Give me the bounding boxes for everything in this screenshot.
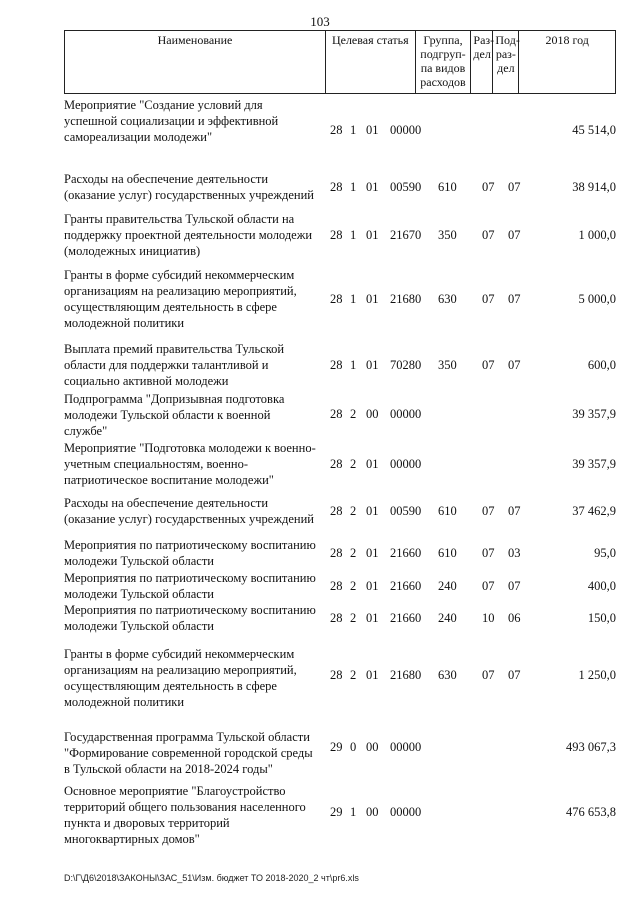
code-direction: 70280 [390,358,422,372]
row-name-line: молодежи Тульской области к военной [64,408,271,422]
row-name-line: (оказание услуг) государственных учреждений [64,188,314,202]
sum-value: 1 250,0 [578,668,616,682]
row-name-line: Подпрограмма "Допризывная подготовка [64,392,285,406]
podrazdel-value: 07 [508,228,521,242]
row-values [64,357,616,373]
sum-value: 150,0 [587,611,616,625]
header-podrazdel-line: раз- [495,47,516,61]
group-value: 240 [438,579,457,593]
code-program: 28 [330,611,343,625]
code-program: 28 [330,457,343,471]
row-name-line: Расходы на обеспечение деятельности [64,172,269,186]
header-razdel-line: дел [473,47,491,61]
row-name-line: Гранты в форме субсидий некоммерческим [64,647,295,661]
code-direction: 00590 [390,180,422,194]
row-values [64,578,616,594]
header-group-line: подгруп- [420,47,466,61]
row-name-line: организациям на реализацию мероприятий, [64,663,297,677]
sum-value: 493 067,3 [566,740,616,754]
razdel-value: 07 [482,292,495,306]
code-direction: 21660 [390,546,422,560]
code-subprogram: 2 [350,407,357,421]
code-subprogram: 2 [350,579,357,593]
code-subprogram: 1 [350,292,357,306]
code-program: 29 [330,805,343,819]
code-subprogram: 1 [350,180,357,194]
code-direction: 00000 [390,457,422,471]
header-group-line: па видов [420,61,466,75]
row-name-line: Мероприятие "Подготовка молодежи к военно- [64,441,316,455]
razdel-value: 07 [482,579,495,593]
header-group-line: расходов [420,75,466,89]
code-program: 28 [330,668,343,682]
podrazdel-value: 07 [508,504,521,518]
code-subprogram: 2 [350,611,357,625]
header-razdel [471,31,493,93]
row-name-line: осуществляющим деятельность в сфере [64,679,277,693]
podrazdel-value: 07 [508,668,521,682]
table-header-block [64,30,616,94]
code-event: 01 [366,611,379,625]
row-values [64,545,616,561]
code-event: 01 [366,123,379,137]
group-value: 350 [438,358,457,372]
row-name-line: Государственная программа Тульской области [64,730,310,744]
sum-value: 38 914,0 [572,180,616,194]
sum-value: 45 514,0 [572,123,616,137]
code-event: 01 [366,579,379,593]
podrazdel-value: 07 [508,180,521,194]
row-values [64,739,616,755]
code-program: 28 [330,407,343,421]
code-program: 28 [330,358,343,372]
group-value: 610 [438,504,457,518]
code-event: 01 [366,228,379,242]
code-subprogram: 1 [350,228,357,242]
row-name-line: самореализации молодежи" [64,130,213,144]
row-name-line: осуществляющим деятельность в сфере [64,300,277,314]
row-name-line: Мероприятие "Создание условий для [64,98,263,112]
group-value: 610 [438,546,457,560]
group-value: 350 [438,228,457,242]
row-name-line: поддержку проектной деятельности молодежи [64,228,313,242]
page-number: 103 [310,14,330,29]
row-name-line: успешной социализации и эффективной [64,114,279,128]
code-program: 29 [330,740,343,754]
row-name-line: Мероприятия по патриотическому воспитанию [64,603,316,617]
code-program: 28 [330,546,343,560]
group-value: 630 [438,668,457,682]
row-name-line: службе" [64,424,108,438]
row-name-line: социально активной молодежи [64,374,229,388]
sum-value: 5 000,0 [578,292,616,306]
code-program: 28 [330,504,343,518]
row-name-line: Мероприятия по патриотическому воспитанию [64,571,316,585]
razdel-value: 07 [482,358,495,372]
code-direction: 21660 [390,579,422,593]
header-code: Целевая статья [326,31,416,93]
sum-value: 600,0 [587,358,616,372]
row-name-line: молодежи Тульской области [64,554,214,568]
row-name-line: "Формирование современной городской среды [64,746,313,760]
code-subprogram: 2 [350,504,357,518]
sum-value: 37 462,9 [572,504,616,518]
row-name-line: молодежи Тульской области [64,619,214,633]
row-name-line: организациям на реализацию мероприятий, [64,284,297,298]
code-direction: 00590 [390,504,422,518]
code-program: 28 [330,180,343,194]
code-direction: 00000 [390,123,422,137]
code-event: 01 [366,358,379,372]
row-name-line: учетным специальностям, военно- [64,457,248,471]
razdel-value: 07 [482,668,495,682]
razdel-value: 07 [482,228,495,242]
row-name-line: (оказание услуг) государственных учреждений [64,512,314,526]
code-event: 00 [366,407,379,421]
row-name-line: Гранты правительства Тульской области на [64,212,295,226]
row-name-line: многоквартирных домов" [64,832,200,846]
row-values [64,406,616,422]
header-group [416,31,472,93]
row-values [64,667,616,683]
row-name-line: Мероприятия по патриотическому воспитанию [64,538,316,552]
code-event: 01 [366,292,379,306]
row-name-line: области для поддержки талантливой и [64,358,269,372]
row-name-line: Выплата премий правительства Тульской [64,342,285,356]
code-event: 01 [366,668,379,682]
code-direction: 21660 [390,611,422,625]
code-event: 01 [366,504,379,518]
group-value: 610 [438,180,457,194]
row-name-line: пункта и дворовых территорий [64,816,230,830]
header-podrazdel-line: Под- [495,33,520,47]
group-value: 630 [438,292,457,306]
header-podrazdel [493,31,519,93]
sum-value: 1 000,0 [578,228,616,242]
code-event: 01 [366,180,379,194]
code-subprogram: 1 [350,358,357,372]
code-direction: 00000 [390,805,422,819]
row-values [64,610,616,626]
code-subprogram: 0 [350,740,357,754]
code-subprogram: 1 [350,123,357,137]
row-name-line: патриотическое воспитание молодежи" [64,473,274,487]
row-name-line: молодежной политики [64,695,185,709]
group-value: 240 [438,611,457,625]
row-values [64,456,616,472]
header-podrazdel-line: дел [497,61,515,75]
code-program: 28 [330,228,343,242]
code-subprogram: 2 [350,546,357,560]
row-name-line: территорий общего пользования населенного [64,800,306,814]
razdel-value: 10 [482,611,495,625]
razdel-value: 07 [482,546,495,560]
row-name-line: (молодежных инициатив) [64,244,201,258]
sum-value: 400,0 [587,579,616,593]
code-program: 28 [330,292,343,306]
header-name: Наименование [65,31,326,93]
code-program: 28 [330,579,343,593]
podrazdel-value: 07 [508,358,521,372]
sum-value: 39 357,9 [572,457,616,471]
row-values [64,122,616,138]
code-event: 00 [366,740,379,754]
podrazdel-value: 03 [508,546,521,560]
row-name-line: Основное мероприятие "Благоустройство [64,784,286,798]
header-year: 2018 год [545,33,589,47]
code-direction: 21670 [390,228,422,242]
row-name-line: в Тульской области на 2018-2024 годы" [64,762,273,776]
row-values [64,227,616,243]
row-values [64,804,616,820]
code-subprogram: 1 [350,805,357,819]
row-values [64,503,616,519]
code-subprogram: 2 [350,457,357,471]
row-name-line: молодежи Тульской области [64,587,214,601]
razdel-value: 07 [482,180,495,194]
row-values [64,291,616,307]
row-name-line: Гранты в форме субсидий некоммерческим [64,268,295,282]
row-name-line: молодежной политики [64,316,185,330]
code-event: 00 [366,805,379,819]
header-razdel-line: Раз- [473,33,495,47]
sum-value: 95,0 [594,546,616,560]
razdel-value: 07 [482,504,495,518]
code-subprogram: 2 [350,668,357,682]
podrazdel-value: 07 [508,292,521,306]
sum-value: 39 357,9 [572,407,616,421]
code-direction: 21680 [390,292,422,306]
code-direction: 00000 [390,740,422,754]
podrazdel-value: 07 [508,579,521,593]
table-header [64,30,616,94]
header-group-line: Группа, [423,33,463,47]
podrazdel-value: 06 [508,611,521,625]
code-direction: 00000 [390,407,422,421]
sum-value: 476 653,8 [566,805,616,819]
row-name-line: Расходы на обеспечение деятельности [64,496,269,510]
code-event: 01 [366,457,379,471]
code-direction: 21680 [390,668,422,682]
code-program: 28 [330,123,343,137]
code-event: 01 [366,546,379,560]
row-values [64,179,616,195]
file-path-footer: D:\Г\Д6\2018\ЗАКОНЫ\ЗАС_51\Изм. бюджет ТО 2018-2020_2 чт\pr6.xls [64,873,359,883]
